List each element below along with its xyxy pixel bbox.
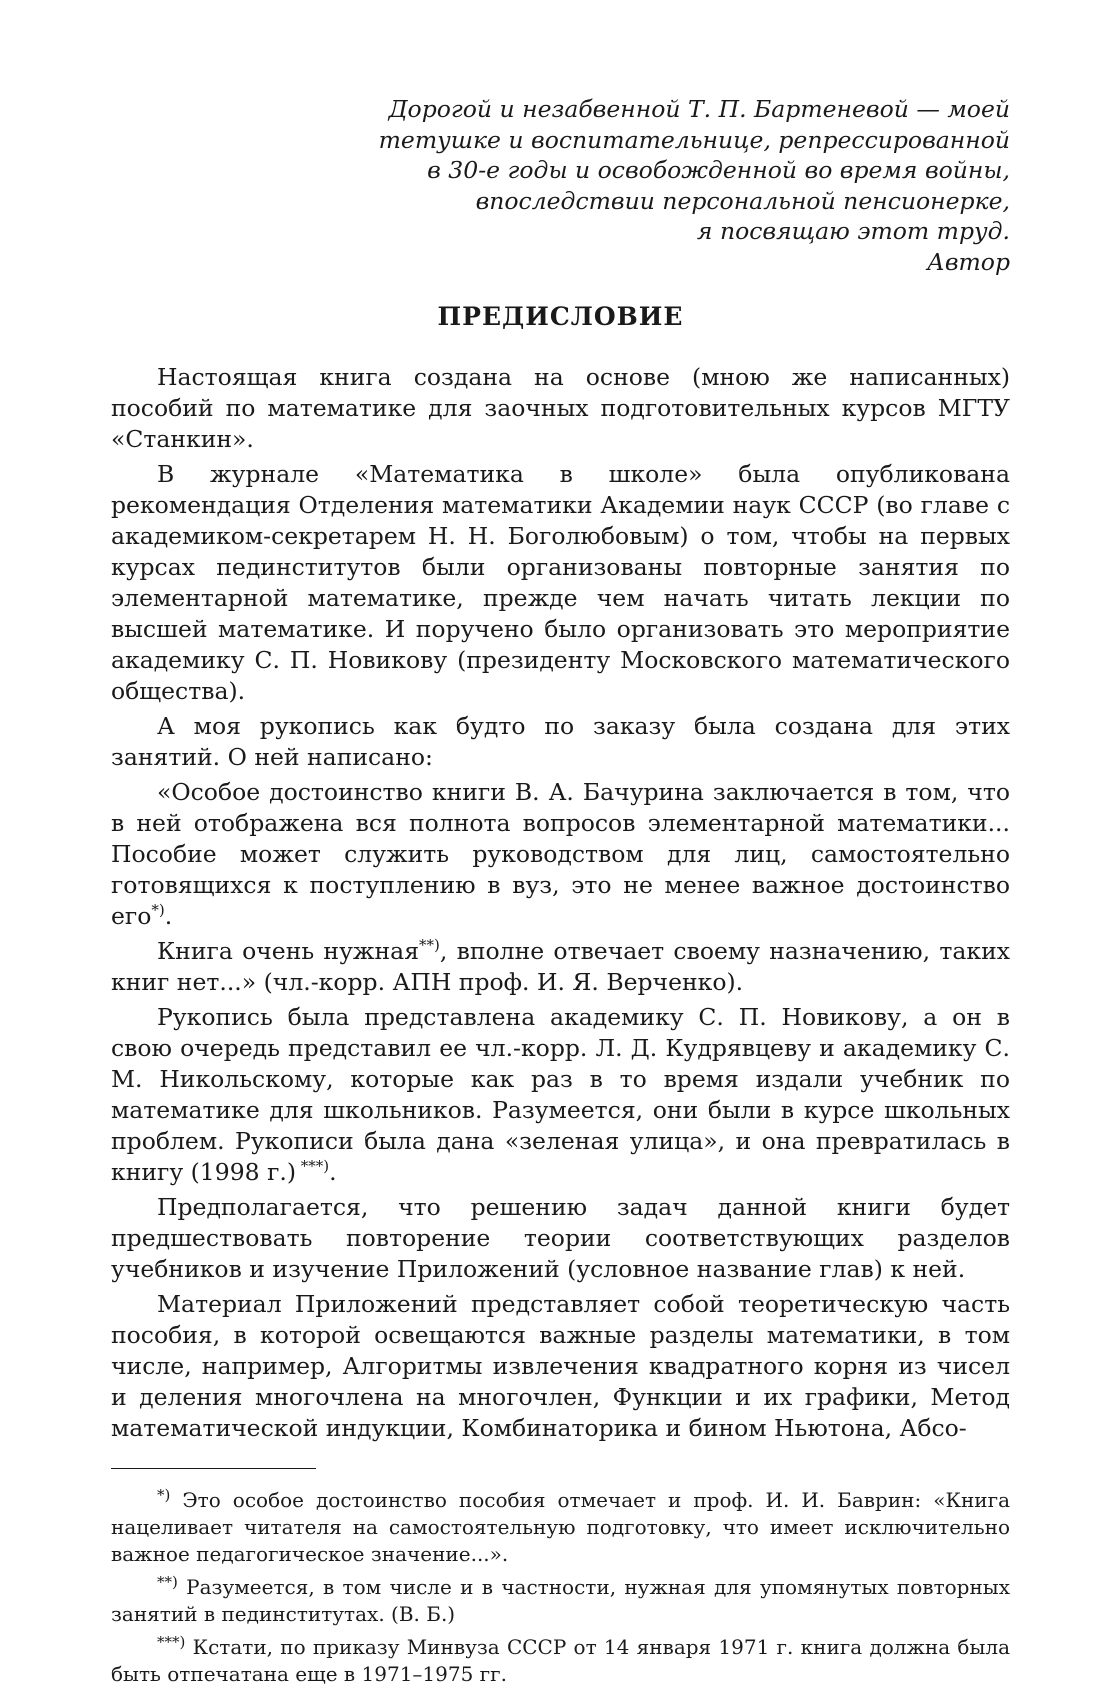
paragraph-text: А моя рукопись как будто по заказу была создана для этих занятий. О ней написано: xyxy=(111,712,1010,771)
section-heading: ПРЕДИСЛОВИЕ xyxy=(437,302,684,331)
dedication-line: впоследствии персональной пенсионерке, xyxy=(475,186,1010,215)
paragraph-tail: . xyxy=(329,1158,337,1186)
footnote xyxy=(111,1574,1010,1628)
footnote-mark: **) xyxy=(157,1573,178,1591)
dedication-line: Дорогой и незабвенной Т. П. Бартеневой — моей xyxy=(388,95,1010,123)
paragraph xyxy=(111,711,1010,773)
preface-body xyxy=(111,362,1010,1444)
dedication-line: в 30-е годы и освобожденной во время войны, xyxy=(427,156,1010,184)
paragraph xyxy=(111,362,1010,455)
paragraph-text: В журнале «Математика в школе» была опубликована рекомендация Отделения математики Академии наук СССР (во главе с академиком-секретарем Н. Н. Боголюбовым) о том, чтобы на первых курсах пединститутов были организованы повторные занятия по элементарной математике, прежде чем начать читать лекции по высшей математике. И поручено было организовать это мероприятие академику С. П. Новикову (президенту Московского математического общества). xyxy=(111,460,1010,705)
paragraph-text: Настоящая книга создана на основе (мною же написанных) пособий по математике для заочных подготовительных курсов МГТУ «Станкин». xyxy=(111,363,1010,453)
dedication-signature: Автор xyxy=(927,247,1010,276)
footnote-reference: *) xyxy=(151,901,165,919)
footnote-mark: *) xyxy=(157,1486,171,1504)
paragraph xyxy=(111,1002,1010,1188)
footnote xyxy=(111,1487,1010,1568)
footnote-text: Это особое достоинство пособия отмечает и проф. И. И. Баврин: «Книга нацеливает читателя на самостоятельную подготовку, что имеет исключительно важное педагогическое значение...». xyxy=(111,1488,1011,1566)
dedication-line: тетушке и воспитательнице, репрессированной xyxy=(378,125,1010,154)
footnote-divider xyxy=(111,1468,316,1469)
paragraph-text: «Особое достоинство книги В. А. Бачурина заключается в том, что в ней отображена вся полнота вопросов элементарной математики... Пособие может служить руководством для лиц, самостоятельно готовящихся к поступлению в вуз, это не менее важное достоинство его xyxy=(111,778,1010,930)
paragraph-tail: . xyxy=(164,902,173,930)
paragraph-text: Предполагается, что решению задач данной книги будет предшествовать повторение теории соответствующих разделов учебников и изучение Приложений (условное название глав) к ней. xyxy=(111,1193,1010,1283)
footnote-reference: **) xyxy=(419,936,440,954)
paragraph-tail: , вполне отвечает своему назначению, таких книг нет...» (чл.-корр. АПН проф. И. Я. Верченко). xyxy=(111,937,1010,996)
footnote-mark: ***) xyxy=(157,1633,186,1651)
footnote-reference: ***) xyxy=(296,1157,330,1175)
paragraph-text: Книга очень нужная xyxy=(157,937,420,965)
dedication-line: я посвящаю этот труд. xyxy=(696,217,1010,245)
paragraph xyxy=(111,936,1010,998)
footnote-text: Кстати, по приказу Минвуза СССР от 14 января 1971 г. книга должна была быть отпечатана еще в 1971–1975 гг. xyxy=(111,1635,1010,1686)
dedication xyxy=(111,94,1010,277)
footnote-text: Разумеется, в том числе и в частности, нужная для упомянутых повторных занятий в пединститутах. (В. Б.) xyxy=(111,1575,1011,1626)
paragraph xyxy=(111,777,1010,932)
paragraph xyxy=(111,1289,1010,1444)
footnotes xyxy=(111,1487,1010,1688)
paragraph-text: Материал Приложений представляет собой теоретическую часть пособия, в которой освещаются важные разделы математики, в том числе, например, Алгоритмы извлечения квадратного корня из чисел и деления многочлена на многочлен, Функции и их графики, Метод математической индукции, Комбинаторика и бином Ньютона, Абсо- xyxy=(111,1290,1010,1442)
paragraph xyxy=(111,459,1010,707)
footnote xyxy=(111,1634,1010,1688)
paragraph xyxy=(111,1192,1010,1285)
paragraph-text: Рукопись была представлена академику С. П. Новикову, а он в свою очередь представил ее чл.-корр. Л. Д. Кудрявцеву и академику С. М. Никольскому, которые как раз в то время издали учебник по математике для школьников. Разумеется, они были в курсе школьных проблем. Рукописи была дана «зеленая улица», и она превратилась в книгу (1998 г.) xyxy=(111,1003,1010,1186)
